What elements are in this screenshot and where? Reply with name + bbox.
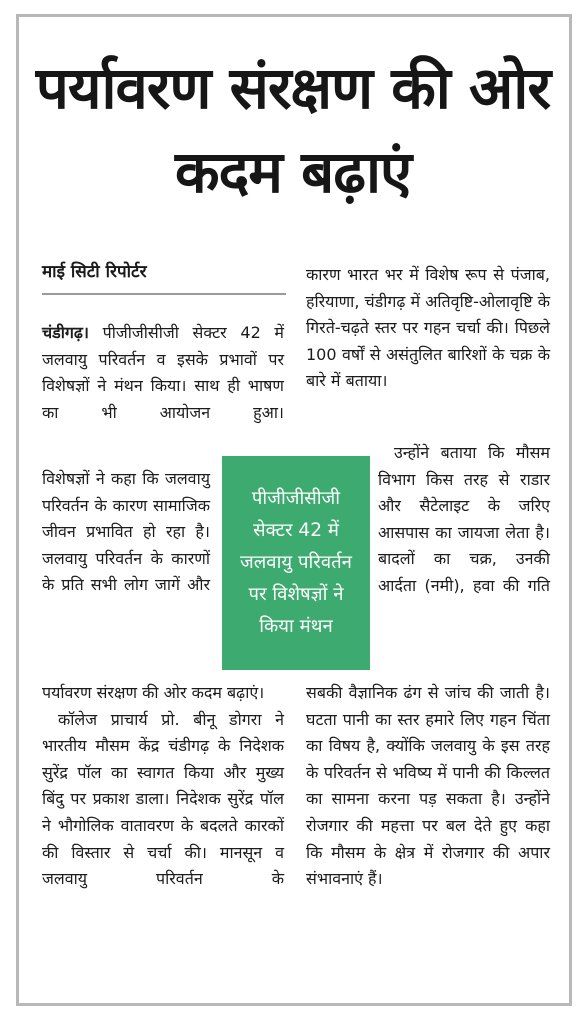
byline: माई सिटी रिपोर्टर <box>42 262 147 282</box>
byline-divider <box>42 293 286 295</box>
article-column-left-bottom <box>42 680 284 893</box>
pullquote-text: पीजीजीसीजी सेक्टर 42 में जलवायु परिवर्तन पर विशेषज्ञों ने किया मंथन <box>240 488 352 637</box>
paragraph-intro <box>42 320 284 426</box>
article-column-left-wrap <box>42 466 210 599</box>
paragraph-experts: विशेषज्ञों ने कहा कि जलवायु परिवर्तन के कारण सामाजिक जीवन प्रभावित हो रहा है। जलवायु परिवर्तन के कारणों के प्रति सभी लोग जागें और <box>42 469 210 595</box>
paragraph-rainfall: कारण भारत भर में विशेष रूप से पंजाब, हरियाणा, चंडीगढ़ में अतिवृष्टि-ओलावृष्टि के गिरते-चढ़ते स्तर पर गहन चर्चा की। पिछले 100 वर्षों से असंतुलित बारिशों के चक्र के बारे में बताया। <box>306 265 550 391</box>
paragraph-intro-text: पीजीजीसीजी सेक्टर 42 में जलवायु परिवर्तन व इसके प्रभावों पर विशेषज्ञों ने मंथन किया। साथ ही भाषण का भी आयोजन हुआ। <box>42 323 284 422</box>
paragraph-principal <box>42 707 284 893</box>
paragraph-weather-dept <box>378 440 550 600</box>
paragraph-intro-end: पर्यावरण संरक्षण की ओर कदम बढ़ाएं। <box>42 683 265 702</box>
headline: पर्यावरण संरक्षण की ओर कदम बढ़ाएं <box>35 54 551 206</box>
paragraph-weather-dept-text: उन्होंने बताया कि मौसम विभाग किस तरह से राडार और सैटेलाइट के जरिए आसपास का जायजा लेता है। बादलों का चक्र, उनकी आर्दता (नमी), हवा की गति <box>378 443 550 595</box>
article-column-left-top <box>42 320 284 426</box>
article-column-right-bottom <box>306 680 550 893</box>
article-column-right-wrap <box>378 440 550 600</box>
paragraph-principal-text: कॉलेज प्राचार्य प्रो. बीनू डोगरा ने भारतीय मौसम केंद्र चंडीगढ़ के निदेशक सुरेंद्र पॉल का स्वागत किया और मुख्य बिंदु पर प्रकाश डाला। निदेशक सुरेंद्र पॉल ने भौगोलिक वातावरण के बदलते कारकों की विस्तार से चर्चा की। मानसून व जलवायु परिवर्तन के <box>42 709 284 889</box>
pullquote-box <box>222 456 370 670</box>
article-column-right-top <box>306 262 550 395</box>
dateline: चंडीगढ़। <box>42 323 89 342</box>
paragraph-water-level: सबकी वैज्ञानिक ढंग से जांच की जाती है। घटता पानी का स्तर हमारे लिए गहन चिंता का विषय है, क्योंकि जलवायु के इस तरह के परिवर्तन से भविष्य में पानी की किल्लत का सामना करना पड़ सकता है। उन्होंने रोजगार की महत्ता पर बल देते हुए कहा कि मौसम के क्षेत्र में रोजगार की अपार संभावनाएं हैं। <box>306 683 550 889</box>
